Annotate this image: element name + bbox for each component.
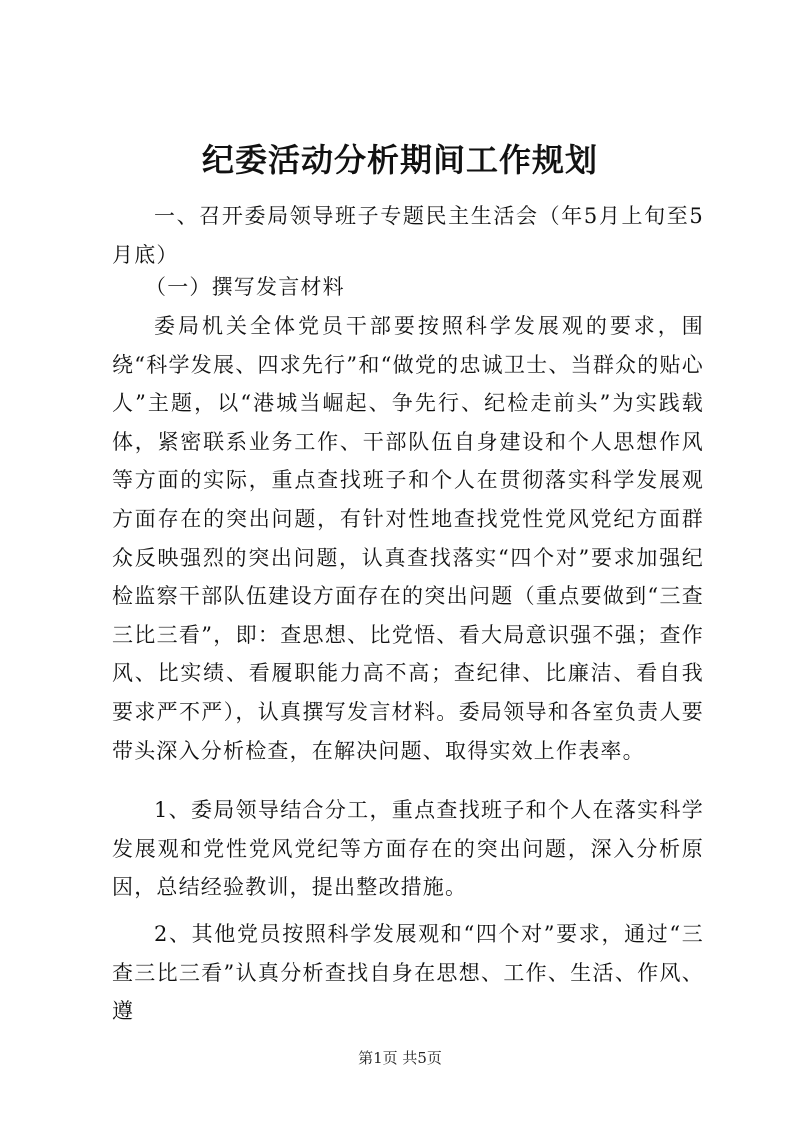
body-paragraph: 委局机关全体党员干部要按照科学发展观的要求，围绕“科学发展、四求先行”和“做党的忠诚卫士、当群众的贴心人”主题，以“港城当崛起、争先行、纪检走前头”为实践载体，紧密联系业务工作、干部队伍自身建设和个人思想作风等方面的实际，重点查找班子和个人在贯彻落实科学发展观方面存在的突出问题，有针对性地查找党性党风党纪方面群众反映强烈的突出问题，认真查找落实“四个对”要求加强纪检监察干部队伍建设方面存在的突出问题（重点要做到“三查三比三看”，即：查思想、比党悟、看大局意识强不强；查作风、比实绩、看履职能力高不高；查纪律、比廉洁、看自我要求严不严），认真撰写发言材料。委局领导和各室负责人要带头深入分析检查，在解决问题、取得实效上作表率。: [112, 314, 704, 763]
page-footer: 第1页 共5页: [358, 1049, 442, 1067]
section-heading: 一、召开委局领导班子专题民主生活会（年5月上旬至5月底）: [112, 204, 704, 267]
list-item-1: 1、委局领导结合分工，重点查找班子和个人在落实科学发展观和党性党风党纪等方面存在的突出问题，深入分析原因，总结经验教训，提出整改措施。: [112, 798, 704, 900]
document-title: 纪委活动分析期间工作规划: [201, 141, 598, 179]
subsection-heading: （一）撰写发言材料: [145, 275, 345, 299]
list-item-2: 2、其他党员按照科学发展观和“四个对”要求，通过“三查三比三看”认真分析查找自身在思想、工作、生活、作风、遵: [112, 922, 704, 1024]
